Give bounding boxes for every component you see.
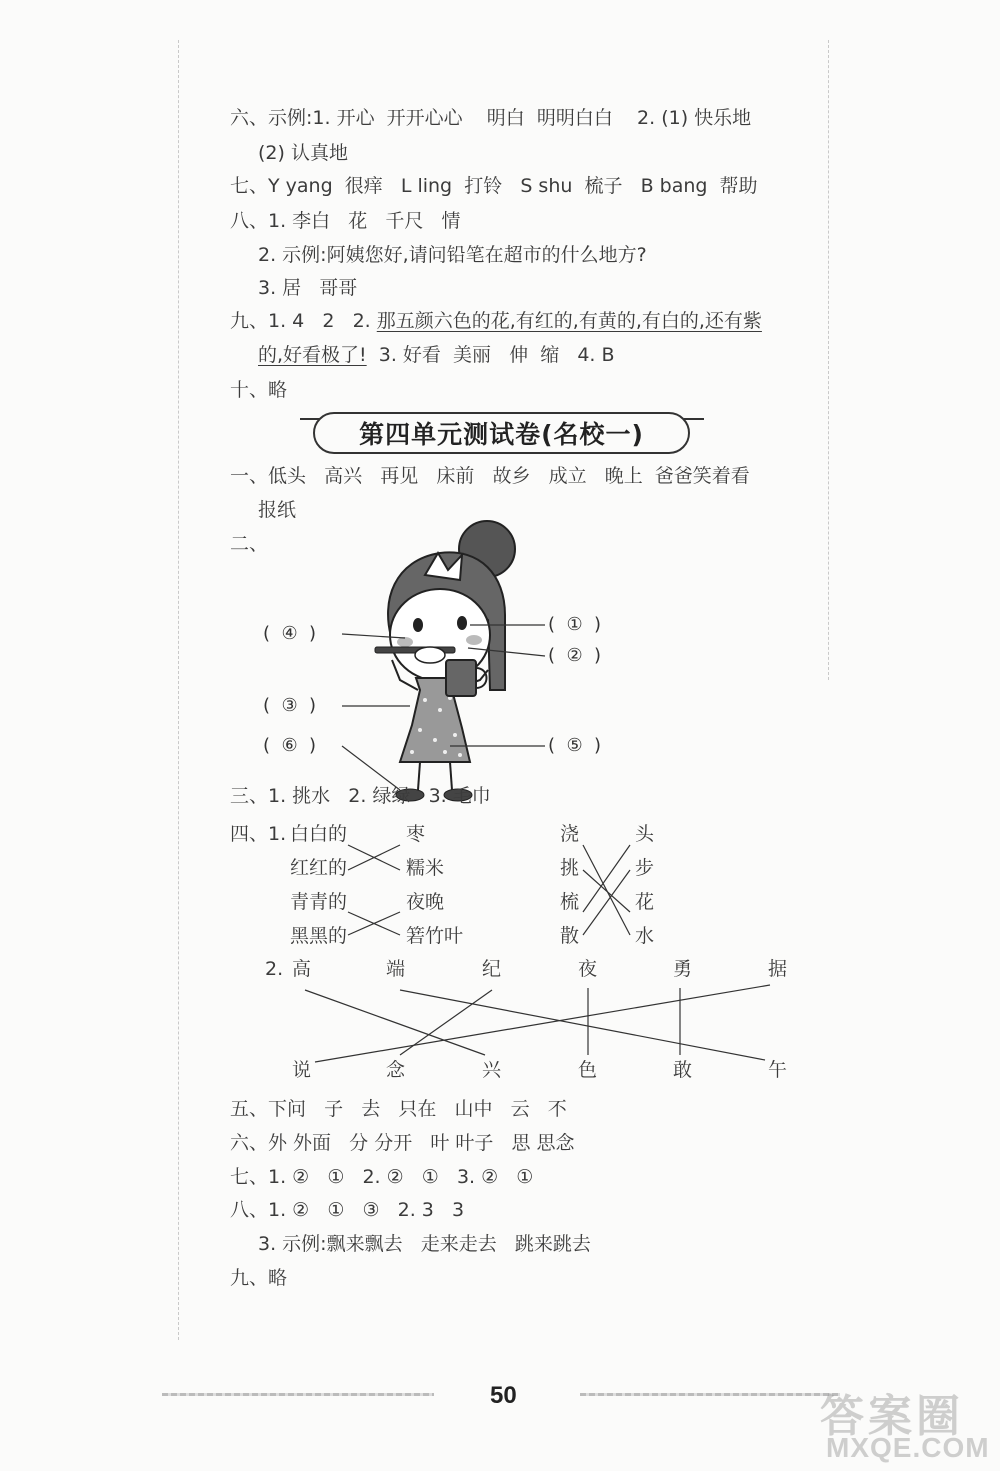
page-number: 50	[490, 1382, 517, 1409]
match-line	[315, 985, 770, 1062]
label-2: ( ② )	[548, 645, 602, 666]
watermark-url: MXQE.COM	[826, 1432, 990, 1463]
answer-9-prefix: 九、1. 4 2 2.	[230, 310, 377, 332]
answer-8-example-prefix: 3. 示例:	[258, 1233, 327, 1255]
top-char: 纪	[482, 958, 502, 980]
answer-9-rest: 3. 好看 美丽 伸 缩 4. B	[366, 344, 615, 366]
top-char: 据	[768, 958, 788, 980]
test-answer-8-line1: 八、1. ② ① ③ 2. 3 3	[230, 1199, 465, 1221]
top-char: 勇	[673, 958, 693, 980]
adj-item: 红红的	[290, 857, 348, 879]
bottom-char: 午	[768, 1059, 788, 1081]
verb-item: 浇	[560, 823, 580, 845]
adj-item: 黑黑的	[290, 925, 348, 947]
answer-8-line1: 八、1. 李白 花 千尺 情	[230, 210, 461, 232]
test-answer-4-2-prefix: 2.	[265, 958, 284, 980]
answer-6-line1: 六、示例:1. 开心 开开心心 明白 明明白白 2. (1) 快乐地	[230, 107, 752, 129]
label-6: ( ⑥ )	[263, 735, 317, 756]
section-title: 第四单元测试卷(名校一)	[313, 412, 690, 454]
test-answer-4-prefix: 四、1.	[230, 823, 287, 845]
match-line	[305, 990, 485, 1055]
right-eye	[457, 616, 467, 630]
example-phrase: 飘来飘去	[326, 1233, 403, 1255]
example-spacer	[497, 1233, 515, 1255]
object-item: 步	[635, 857, 655, 879]
answer-6-line2: (2) 认真地	[258, 142, 348, 164]
cup	[446, 660, 476, 696]
noun-item: 夜晚	[406, 891, 445, 913]
example-phrase: 走来走去	[420, 1233, 497, 1255]
test-answer-2-label: 二、	[230, 533, 269, 555]
match-line	[400, 990, 765, 1060]
bottom-char: 敢	[673, 1059, 693, 1081]
test-answer-9: 九、略	[230, 1267, 288, 1289]
answer-10: 十、略	[230, 379, 288, 401]
cheek	[466, 635, 482, 645]
bottom-char: 兴	[482, 1059, 502, 1081]
verb-item: 梳	[560, 891, 580, 913]
top-char: 端	[386, 958, 406, 980]
answer-7: 七、Y yang 很痒 L ling 打铃 S shu 梳子 B bang 帮助	[230, 175, 758, 197]
bottom-char: 色	[578, 1059, 598, 1081]
verb-item: 散	[560, 925, 580, 947]
test-answer-8-line2	[258, 1232, 591, 1256]
test-answer-6: 六、外 外面 分 分开 叶 叶子 思 思念	[230, 1132, 575, 1154]
noun-item: 糯米	[406, 857, 445, 879]
test-answer-5: 五、下问 子 去 只在 山中 云 不	[230, 1098, 567, 1120]
label-3: ( ③ )	[263, 695, 317, 716]
answer-9-underlined-2: 的,好看极了!	[258, 344, 367, 366]
example-spacer	[403, 1233, 421, 1255]
label-5: ( ⑤ )	[548, 735, 602, 756]
object-item: 水	[635, 925, 655, 947]
foam	[415, 647, 445, 663]
adj-item: 青青的	[290, 891, 348, 913]
answer-9-underlined-1: 那五颜六色的花,有红的,有黄的,有白的,还有紫	[376, 310, 762, 332]
left-eye	[413, 618, 423, 632]
top-char: 夜	[578, 958, 598, 980]
match-line	[583, 870, 630, 912]
cheek	[397, 637, 413, 647]
noun-item: 枣	[406, 823, 426, 845]
top-char: 高	[292, 958, 312, 980]
bottom-char: 说	[292, 1059, 312, 1081]
answer-8-line2: 2. 示例:阿姨您好,请问铅笔在超市的什么地方?	[258, 244, 647, 266]
answer-8-line3: 3. 居 哥哥	[258, 277, 358, 299]
test-answer-7: 七、1. ② ① 2. ② ① 3. ② ①	[230, 1166, 534, 1188]
test-answer-3: 三、1. 挑水 2. 绿绿 3. 毛巾	[230, 785, 491, 807]
verb-item: 挑	[560, 857, 580, 879]
object-item: 花	[635, 891, 655, 913]
test-answer-1-line1: 一、低头 高兴 再见 床前 故乡 成立 晚上 爸爸笑着看	[230, 465, 750, 487]
match-line	[583, 845, 630, 935]
footer-bar-right	[580, 1393, 840, 1396]
footer-bar-left	[162, 1393, 434, 1396]
watermark-logo: 答案圈	[820, 1391, 964, 1442]
label-4: ( ④ )	[263, 623, 317, 644]
object-item: 头	[635, 823, 655, 845]
label-1: ( ① )	[548, 614, 602, 635]
example-phrase: 跳来跳去	[514, 1233, 591, 1255]
noun-item: 箬竹叶	[406, 925, 464, 947]
bottom-char: 念	[386, 1059, 406, 1081]
adj-item: 白白的	[290, 823, 348, 845]
test-answer-1-line2: 报纸	[258, 499, 297, 521]
